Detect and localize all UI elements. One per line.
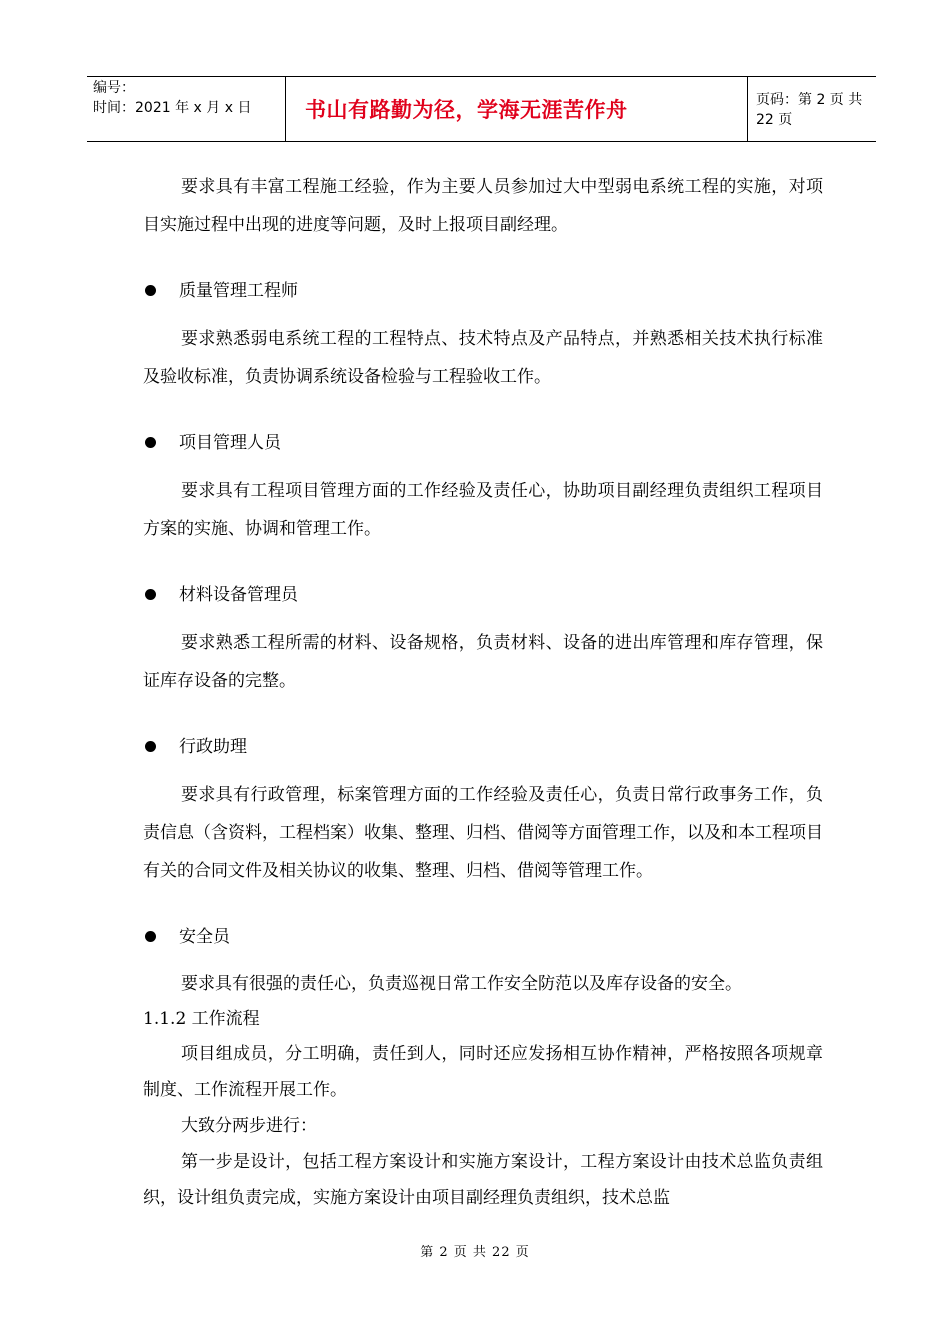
paragraph-materials-requirements: 要求熟悉工程所需的材料、设备规格，负责材料、设备的进出库管理和库存管理，保证库存设备的完整。 (143, 633, 823, 691)
section-heading-workflow: 1.1.2 工作流程 (143, 1009, 260, 1029)
paragraph-step-one: 第一步是设计，包括工程方案设计和实施方案设计，工程方案设计由技术总监负责组织，设计组负责完成，实施方案设计由项目副经理负责组织，技术总监 (143, 1152, 823, 1208)
paragraph-workflow-intro: 项目组成员，分工明确，责任到人，同时还应发扬相互协作精神，严格按照各项规章制度、工作流程开展工作。 (143, 1044, 823, 1100)
bullet-label: 行政助理 (179, 737, 247, 757)
bullet-label: 项目管理人员 (179, 433, 281, 453)
bullet-admin-assistant (143, 728, 823, 766)
bullet-dot-icon (145, 741, 156, 752)
bullet-safety-officer (143, 918, 823, 956)
document-body (143, 168, 823, 1216)
bullet-label: 材料设备管理员 (179, 585, 298, 605)
paragraph-staff-requirements: 要求具有工程项目管理方面的工作经验及责任心，协助项目副经理负责组织工程项目方案的实施、协调和管理工作。 (143, 481, 823, 539)
header-meta (87, 77, 286, 141)
bullet-label: 质量管理工程师 (179, 281, 298, 301)
page-header (87, 76, 876, 142)
paragraph-engineer-requirements: 要求具有丰富工程施工经验，作为主要人员参加过大中型弱电系统工程的实施，对项目实施过程中出现的进度等问题，及时上报项目副经理。 (143, 177, 823, 235)
page-footer: 第 2 页 共 22 页 (420, 1245, 530, 1260)
header-page-number: 页码：第 2 页 共 22 页 (756, 92, 863, 128)
document-time-label: 时间：2021 年 x 月 x 日 (93, 100, 252, 116)
bullet-project-staff (143, 424, 823, 462)
bullet-dot-icon (145, 589, 156, 600)
paragraph-quality-requirements: 要求熟悉弱电系统工程的工程特点、技术特点及产品特点，并熟悉相关技术执行标准及验收标准，负责协调系统设备检验与工程验收工作。 (143, 329, 823, 387)
paragraph-two-steps: 大致分两步进行： (181, 1116, 317, 1136)
bullet-dot-icon (145, 437, 156, 448)
document-number-label: 编号： (93, 80, 135, 96)
bullet-dot-icon (145, 931, 156, 942)
bullet-quality-engineer (143, 272, 823, 310)
bullet-materials-manager (143, 576, 823, 614)
bullet-dot-icon (145, 285, 156, 296)
paragraph-safety-requirements: 要求具有很强的责任心，负责巡视日常工作安全防范以及库存设备的安全。 (181, 974, 742, 994)
header-motto: 书山有路勤为径，学海无涯苦作舟 (286, 77, 748, 141)
bullet-label: 安全员 (179, 927, 230, 947)
paragraph-admin-requirements: 要求具有行政管理，标案管理方面的工作经验及责任心，负责日常行政事务工作，负责信息（含资料，工程档案）收集、整理、归档、借阅等方面管理工作，以及和本工程项目有关的合同文件及相关协议的收集、整理、归档、借阅等管理工作。 (143, 785, 823, 881)
